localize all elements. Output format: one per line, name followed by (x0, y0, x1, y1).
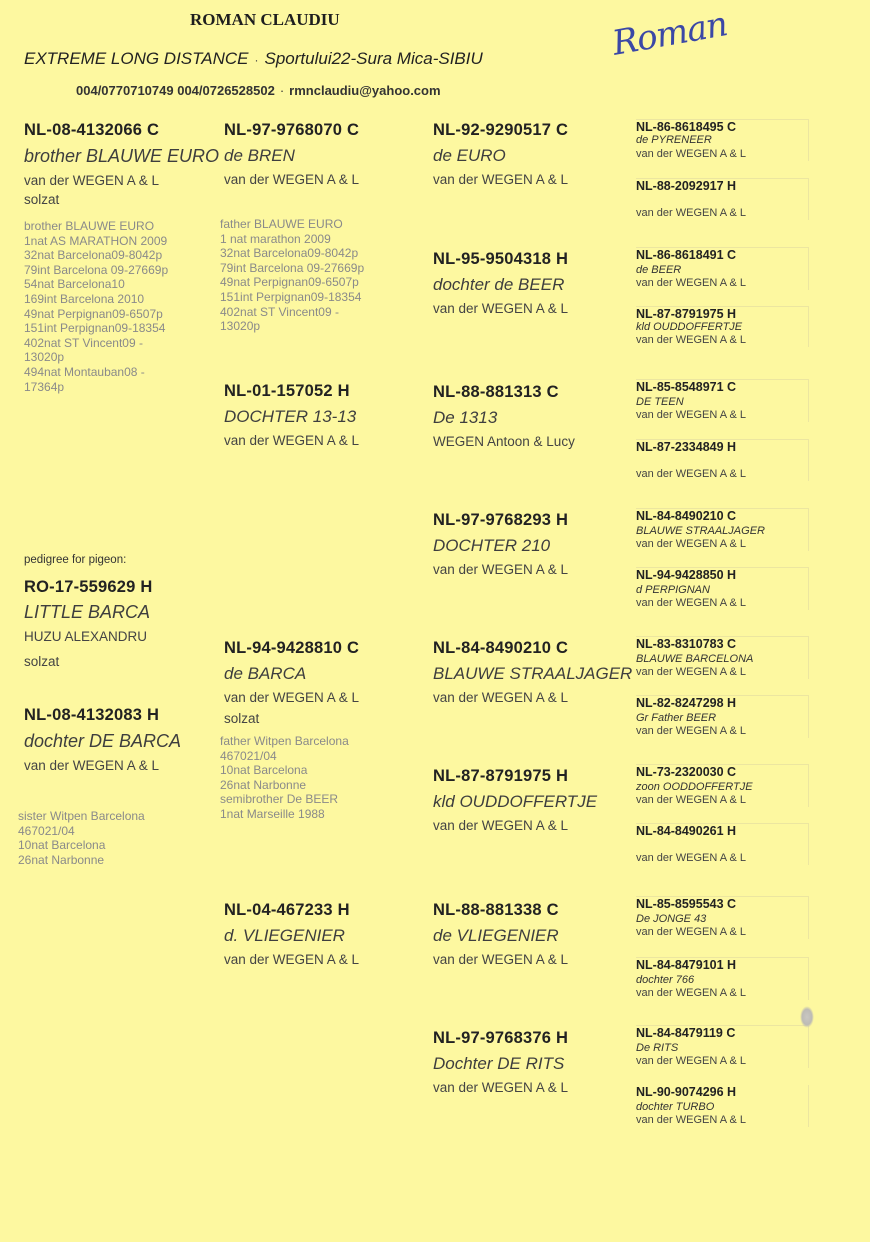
g4-card (636, 439, 809, 481)
g4-card (636, 764, 809, 807)
g4-card (636, 636, 809, 679)
g4-owner: van der WEGEN A & L (636, 207, 747, 219)
father-owner: van der WEGEN A & L (24, 173, 160, 188)
g4-name: dochter TURBO (636, 1101, 715, 1113)
mother-ring: NL-08-4132083 H (24, 706, 160, 724)
ggp-ring: NL-95-9504318 H (433, 250, 569, 268)
g4-owner: van der WEGEN A & L (636, 1055, 747, 1067)
g4-card (636, 247, 809, 290)
ggp-name: dochter de BEER (433, 275, 565, 294)
grandmother-fm-card (224, 382, 414, 448)
ggp-name: DOCHTER 210 (433, 536, 551, 555)
g4-owner: van der WEGEN A & L (636, 468, 747, 480)
g4-name: DE TEEN (636, 396, 684, 408)
g4-ring: NL-82-8247298 H (636, 696, 737, 710)
separator-dot: · (279, 83, 285, 98)
subject-color: solzat (24, 654, 60, 669)
gp-name: DOCHTER 13-13 (224, 407, 357, 426)
gp-name: d. VLIEGENIER (224, 926, 345, 945)
g4-ring: NL-85-8548971 C (636, 380, 737, 394)
breeder-phones: 004/0770710749 004/0726528502 (76, 83, 275, 98)
gp-owner: van der WEGEN A & L (224, 690, 360, 705)
g4-card (636, 379, 809, 422)
ggp-ring: NL-84-8490210 C (433, 639, 569, 657)
ggp-name: BLAUWE STRAALJAGER (433, 664, 633, 683)
g4-card (636, 823, 809, 865)
g4-ring: NL-83-8310783 C (636, 637, 737, 651)
ggp-name: kld OUDDOFFERTJE (433, 792, 598, 811)
mother-owner: van der WEGEN A & L (24, 758, 160, 773)
g4-ring: NL-90-9074296 H (636, 1085, 737, 1099)
g4-owner: van der WEGEN A & L (636, 409, 747, 421)
g4-owner: van der WEGEN A & L (636, 987, 747, 999)
g4-ring: NL-73-2320030 C (636, 765, 737, 779)
breeder-address: Sportului22-Sura Mica-SIBIU (264, 49, 483, 68)
gp-name: de BARCA (224, 664, 307, 683)
breeder-contact-line (76, 83, 441, 98)
gp-ring: NL-01-157052 H (224, 382, 350, 400)
ggp-card (433, 121, 623, 187)
g4-owner: van der WEGEN A & L (636, 538, 747, 550)
g4-ring: NL-84-8490261 H (636, 824, 737, 838)
g4-name: BLAUWE STRAALJAGER (636, 525, 765, 537)
ggp-owner: van der WEGEN A & L (433, 1080, 569, 1095)
mother-card (18, 706, 219, 867)
breeder-tagline-line (24, 49, 483, 69)
ggp-ring: NL-97-9768293 H (433, 511, 569, 529)
ggp-owner: van der WEGEN A & L (433, 818, 569, 833)
ggp-ring: NL-88-881313 C (433, 383, 559, 401)
separator-dot: · (254, 53, 259, 67)
ggp-owner: WEGEN Antoon & Lucy (433, 434, 575, 449)
subject-ring: RO-17-559629 H (24, 578, 153, 596)
subject-name: LITTLE BARCA (24, 602, 151, 622)
g4-ring: NL-84-8479119 C (636, 1026, 736, 1040)
father-name: brother BLAUWE EURO (24, 146, 220, 166)
ggp-card (433, 901, 623, 967)
subject-card (24, 578, 219, 669)
g4-card (636, 957, 809, 1000)
g4-owner: van der WEGEN A & L (636, 1114, 747, 1126)
g4-ring: NL-84-8479101 H (636, 958, 737, 972)
g4-ring: NL-87-8791975 H (636, 307, 737, 321)
ggp-card (433, 250, 623, 316)
gp-ring: NL-04-467233 H (224, 901, 350, 919)
g4-owner: van der WEGEN A & L (636, 926, 747, 938)
g4-owner: van der WEGEN A & L (636, 277, 747, 289)
g4-owner: van der WEGEN A & L (636, 597, 747, 609)
ggp-card (433, 511, 623, 577)
ggp-ring: NL-87-8791975 H (433, 767, 569, 785)
g4-name: d PERPIGNAN (636, 584, 710, 596)
g4-ring: NL-84-8490210 C (636, 509, 737, 523)
grandmother-mm-card (224, 901, 414, 967)
g4-name: de BEER (636, 264, 682, 276)
ggp-card (433, 767, 623, 833)
g4-ring: NL-85-8595543 C (636, 897, 737, 911)
g4-card (636, 306, 809, 347)
ggp-ring: NL-97-9768376 H (433, 1029, 569, 1047)
g4-owner: van der WEGEN A & L (636, 334, 747, 346)
breeder-name: ROMAN CLAUDIU (190, 10, 340, 29)
ggp-owner: van der WEGEN A & L (433, 952, 569, 967)
gp-ring: NL-97-9768070 C (224, 121, 360, 139)
g4-card (636, 178, 809, 220)
g4-name: De RITS (636, 1042, 679, 1054)
ggp-owner: van der WEGEN A & L (433, 172, 569, 187)
g4-owner: van der WEGEN A & L (636, 852, 747, 864)
gp-notes: father Witpen Barcelona 467021/04 10nat Barcelona 26nat Narbonne semibrother De BEER 1nat Marseille 1988 (220, 734, 349, 821)
g4-card (636, 567, 809, 610)
ggp-ring: NL-88-881338 C (433, 901, 559, 919)
grandfather-mf-card (220, 639, 414, 822)
ggp-card (433, 383, 623, 449)
g4-name: kld OUDDOFFERTJE (636, 321, 743, 333)
mother-notes: sister Witpen Barcelona 467021/04 10nat Barcelona 26nat Narbonne (18, 809, 145, 867)
handwritten-signature (609, 4, 731, 70)
gp-notes: father BLAUWE EURO 1 nat marathon 2009 32nat Barcelona09-8042p 79int Barcelona 09-27669p 49nat Perpignan09-6507p 151int Perpignan09-18354 402nat ST Vincent09 - 13020p (220, 217, 365, 334)
ggp-name: de EURO (433, 146, 506, 165)
g4-ring: NL-86-8618495 C (636, 120, 737, 134)
father-color: solzat (24, 192, 60, 207)
g4-name: zoon OODDOFFERTJE (636, 781, 753, 793)
g4-name: dochter 766 (636, 974, 695, 986)
father-ring: NL-08-4132066 C (24, 121, 160, 139)
grandfather-ff-card (220, 121, 414, 334)
g4-ring: NL-88-2092917 H (636, 179, 737, 193)
ggp-card (433, 639, 633, 705)
g4-name: De JONGE 43 (636, 913, 707, 925)
ggp-name: De 1313 (433, 408, 498, 427)
g4-owner: van der WEGEN A & L (636, 666, 747, 678)
g4-card (636, 695, 809, 738)
breeder-tagline: EXTREME LONG DISTANCE (24, 49, 249, 68)
ggp-name: de VLIEGENIER (433, 926, 559, 945)
signature-text: Roman (609, 4, 731, 64)
gp-owner: van der WEGEN A & L (224, 172, 360, 187)
g4-ring: NL-94-9428850 H (636, 568, 737, 582)
g4-card (636, 1025, 809, 1068)
g4-owner: van der WEGEN A & L (636, 148, 747, 160)
gp-owner: van der WEGEN A & L (224, 433, 360, 448)
gp-ring: NL-94-9428810 C (224, 639, 360, 657)
g4-name: de PYRENEER (636, 134, 712, 146)
g4-card (636, 119, 809, 161)
g4-ring: NL-87-2334849 H (636, 440, 737, 454)
breeder-email: rmnclaudiu@yahoo.com (289, 83, 441, 98)
g4-card (636, 896, 809, 939)
ggp-ring: NL-92-9290517 C (433, 121, 569, 139)
g4-card (636, 508, 809, 551)
ggp-owner: van der WEGEN A & L (433, 690, 569, 705)
mother-name: dochter DE BARCA (24, 731, 182, 751)
g4-card (636, 1085, 809, 1127)
ggp-owner: van der WEGEN A & L (433, 301, 569, 316)
staple-mark (800, 1006, 814, 1028)
g4-owner: van der WEGEN A & L (636, 794, 747, 806)
subject-label: pedigree for pigeon: (24, 554, 127, 566)
gp-name: de BREN (224, 146, 295, 165)
ggp-card (433, 1029, 623, 1095)
g4-name: BLAUWE BARCELONA (636, 653, 754, 665)
g4-ring: NL-86-8618491 C (636, 248, 737, 262)
g4-name: Gr Father BEER (636, 712, 717, 724)
father-notes: brother BLAUWE EURO 1nat AS MARATHON 2009 32nat Barcelona09-8042p 79int Barcelona 09-27669p 54nat Barcelona10 169int Barcelona 2010 49nat Perpignan09-6507p 151int Perpignan09-18354 402nat ST Vincent09 - 13020p 494nat Montauban08 - 17364p (24, 219, 169, 394)
g4-owner: van der WEGEN A & L (636, 725, 747, 737)
father-card (24, 121, 220, 394)
ggp-owner: van der WEGEN A & L (433, 562, 569, 577)
gp-color: solzat (224, 711, 260, 726)
subject-owner: HUZU ALEXANDRU (24, 629, 148, 644)
ggp-name: Dochter DE RITS (433, 1054, 565, 1073)
gp-owner: van der WEGEN A & L (224, 952, 360, 967)
